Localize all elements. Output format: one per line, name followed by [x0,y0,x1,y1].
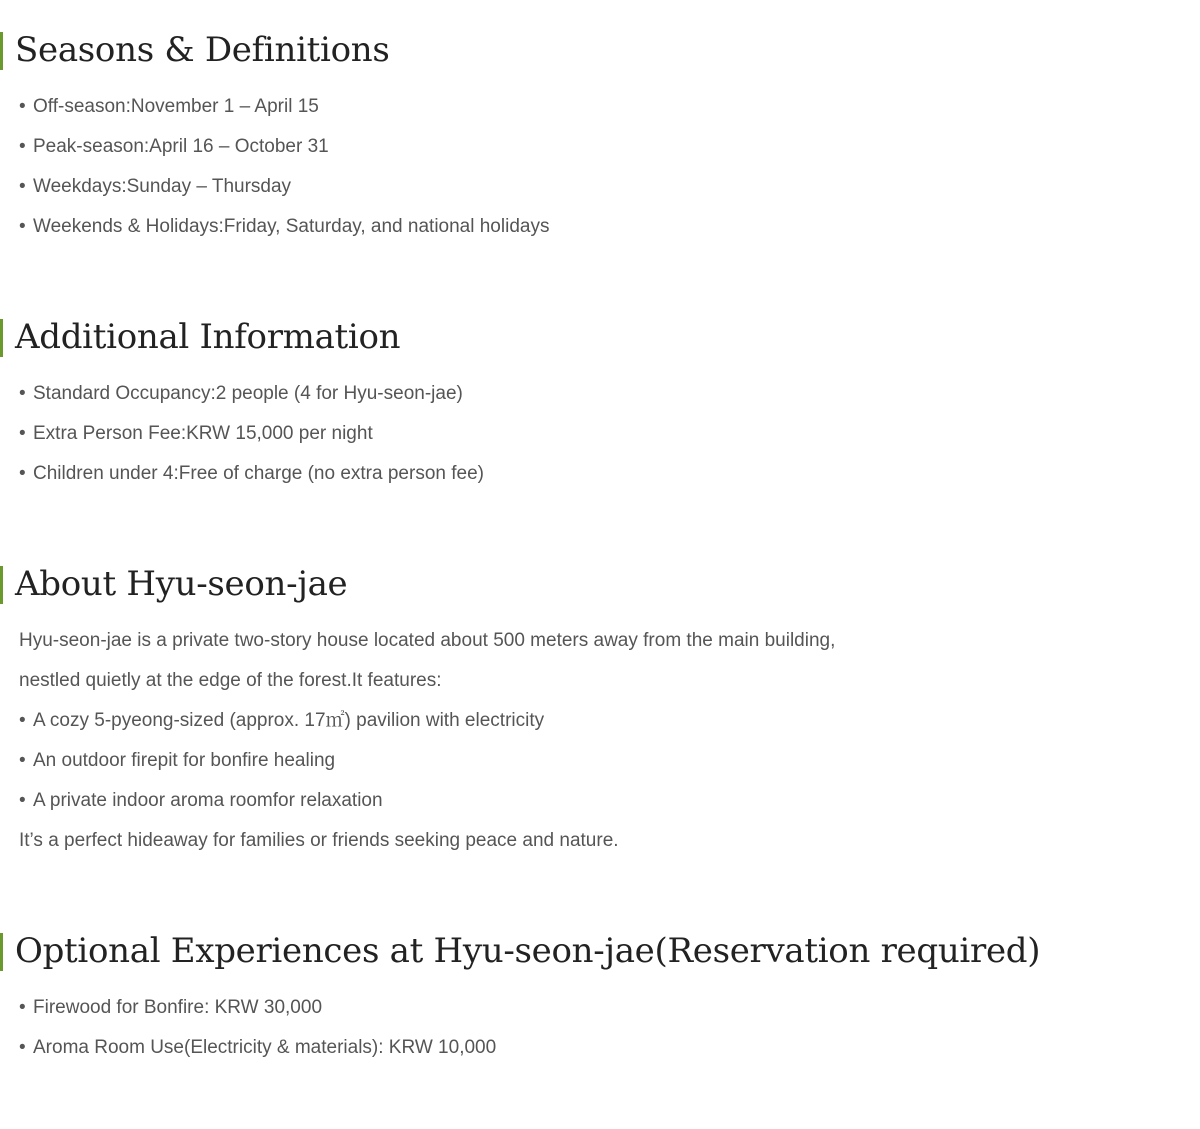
optional-experiences-section [0,931,1200,1068]
bullet-icon: • [19,1037,26,1058]
list-item [0,988,1200,1028]
list-item-text: Peak-season:April 16 – October 31 [33,136,329,157]
optional-experiences-heading [0,931,1200,971]
seasons-heading [0,30,1200,70]
list-item-text: Weekdays:Sunday – Thursday [33,176,292,197]
additional-info-heading-text: Additional Information [15,317,401,357]
list-item [0,1028,1200,1068]
bullet-icon: • [19,136,26,157]
list-item [0,741,1200,781]
list-item [0,414,1200,454]
list-item [0,701,1200,741]
bullet-icon: • [19,383,26,404]
heading-accent-bar [0,933,3,971]
bullet-icon: • [19,96,26,117]
optional-experiences-list [0,988,1200,1068]
list-item-text: A private indoor aroma roomfor relaxation [33,790,383,811]
about-heading [0,564,1200,604]
list-item-text: Extra Person Fee:KRW 15,000 per night [33,423,373,444]
list-item-text: Aroma Room Use(Electricity & materials): KRW 10,000 [33,1037,497,1058]
optional-experiences-heading-text: Optional Experiences at Hyu-seon-jae(Reservation required) [15,931,1041,971]
additional-info-list [0,374,1200,494]
seasons-heading-text: Seasons & Definitions [15,30,390,70]
list-item-text: A cozy 5-pyeong-sized (approx. 17㎡) pavilion with electricity [33,710,545,731]
bullet-icon: • [19,216,26,237]
list-item-text: Firewood for Bonfire: KRW 30,000 [33,997,323,1018]
heading-accent-bar [0,32,3,70]
list-item-text: Standard Occupancy:2 people (4 for Hyu-seon-jae) [33,383,463,404]
list-item [0,87,1200,127]
list-item [0,127,1200,167]
list-item-text: Weekends & Holidays:Friday, Saturday, and national holidays [33,216,550,237]
additional-info-section [0,317,1200,494]
about-features-list [0,701,1200,821]
bullet-icon: • [19,750,26,771]
bullet-icon: • [19,997,26,1018]
seasons-section [0,30,1200,247]
list-item-text: An outdoor firepit for bonfire healing [33,750,336,771]
about-body [0,621,1200,861]
list-item [0,167,1200,207]
about-heading-text: About Hyu-seon-jae [15,564,348,604]
bullet-icon: • [19,176,26,197]
list-item [0,781,1200,821]
about-closing-line: It’s a perfect hideaway for families or friends seeking peace and nature. [19,830,619,851]
bullet-icon: • [19,463,26,484]
seasons-list [0,87,1200,247]
bullet-icon: • [19,790,26,811]
additional-info-heading [0,317,1200,357]
about-intro-line: Hyu-seon-jae is a private two-story house located about 500 meters away from the main building, [19,630,836,651]
list-item-text: Off-season:November 1 – April 15 [33,96,319,117]
list-item [0,207,1200,247]
bullet-icon: • [19,710,26,731]
list-item [0,374,1200,414]
heading-accent-bar [0,566,3,604]
bullet-icon: • [19,423,26,444]
list-item-text: Children under 4:Free of charge (no extra person fee) [33,463,484,484]
heading-accent-bar [0,319,3,357]
about-section [0,564,1200,861]
list-item [0,454,1200,494]
about-intro-line: nestled quietly at the edge of the forest.It features: [19,670,442,691]
